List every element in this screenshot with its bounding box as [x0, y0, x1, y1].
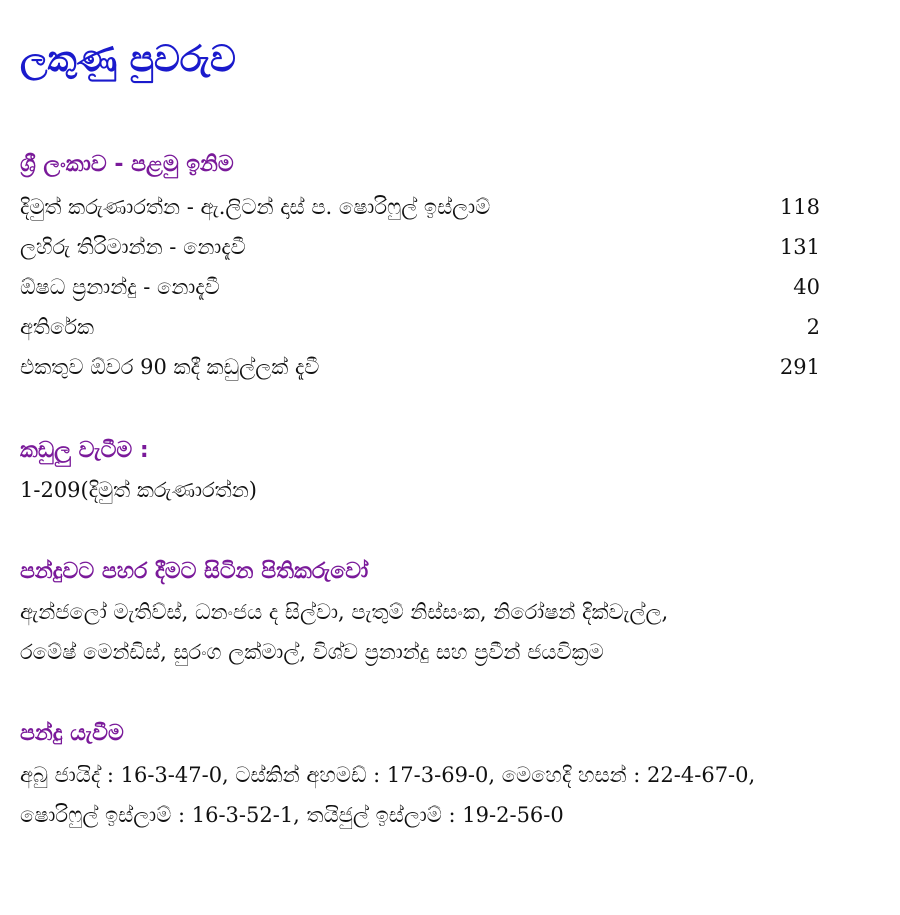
wickets-text: 1-209(දිමුත් කරුණාරත්න): [20, 478, 257, 502]
extras-label: අතිරේක: [20, 315, 95, 339]
batting-row: [20, 229, 820, 265]
bowling-line: අබු ජායිද් : 16-3-47-0, ටස්කින් අහමඩ් : 17-3-69-0, මෙහෙදි හසන් : 22-4-67-0,: [20, 763, 756, 787]
total-row: [20, 349, 820, 385]
batting-row-label: දිමුත් කරුණාරත්න - ඇ.ලිටන් දාස් ප. ෂොරිෆුල් ඉස්ලාම්: [20, 195, 491, 219]
wickets-heading: කඩුලු වැටීම :: [20, 438, 149, 463]
innings-heading: ශ්‍රී ලංකාව - පළමු ඉනිම: [20, 152, 234, 177]
bowling-heading: පන්දු යැවීම: [20, 721, 124, 746]
total-label: එකතුව ඕවර 90 කදී කඩුල්ලක් දැවී: [20, 355, 320, 379]
batting-row-value: 118: [779, 195, 820, 219]
batting-row-value: 40: [793, 275, 820, 299]
total-value: 291: [779, 355, 820, 379]
page-title: ලකුණු පුවරුව: [20, 39, 236, 80]
batting-row-label: ඕෂධ ප්‍රනාන්දු - නොදැවී: [20, 275, 220, 299]
batters-heading: පන්දුවට පහර දීමට සිටින පිතිකරුවෝ: [20, 559, 369, 584]
batting-row-label: ලහිරු තිරිමාන්න - නොදැවී: [20, 235, 246, 259]
batters-line: ඇන්ජලෝ මැතිව්ස්, ධනංජය ද සිල්වා, පැතුම් නිස්සංක, නිරෝෂන් දික්වැල්ල,: [20, 600, 669, 624]
bowling-line: ෂොරිෆුල් ඉස්ලාම් : 16-3-52-1, තයිජුල් ඉස්ලාම් : 19-2-56-0: [20, 803, 564, 827]
batting-row: [20, 269, 820, 305]
batting-row-value: 131: [779, 235, 820, 259]
batters-line: රමේෂ් මෙන්ඩිස්, සුරංග ලක්මාල්, විශ්ව ප්‍රනාන්දු සහ ප්‍රවීන් ජයවික්‍රම: [20, 640, 604, 664]
extras-row: [20, 309, 820, 345]
extras-value: 2: [806, 315, 820, 339]
batting-row: [20, 189, 820, 225]
